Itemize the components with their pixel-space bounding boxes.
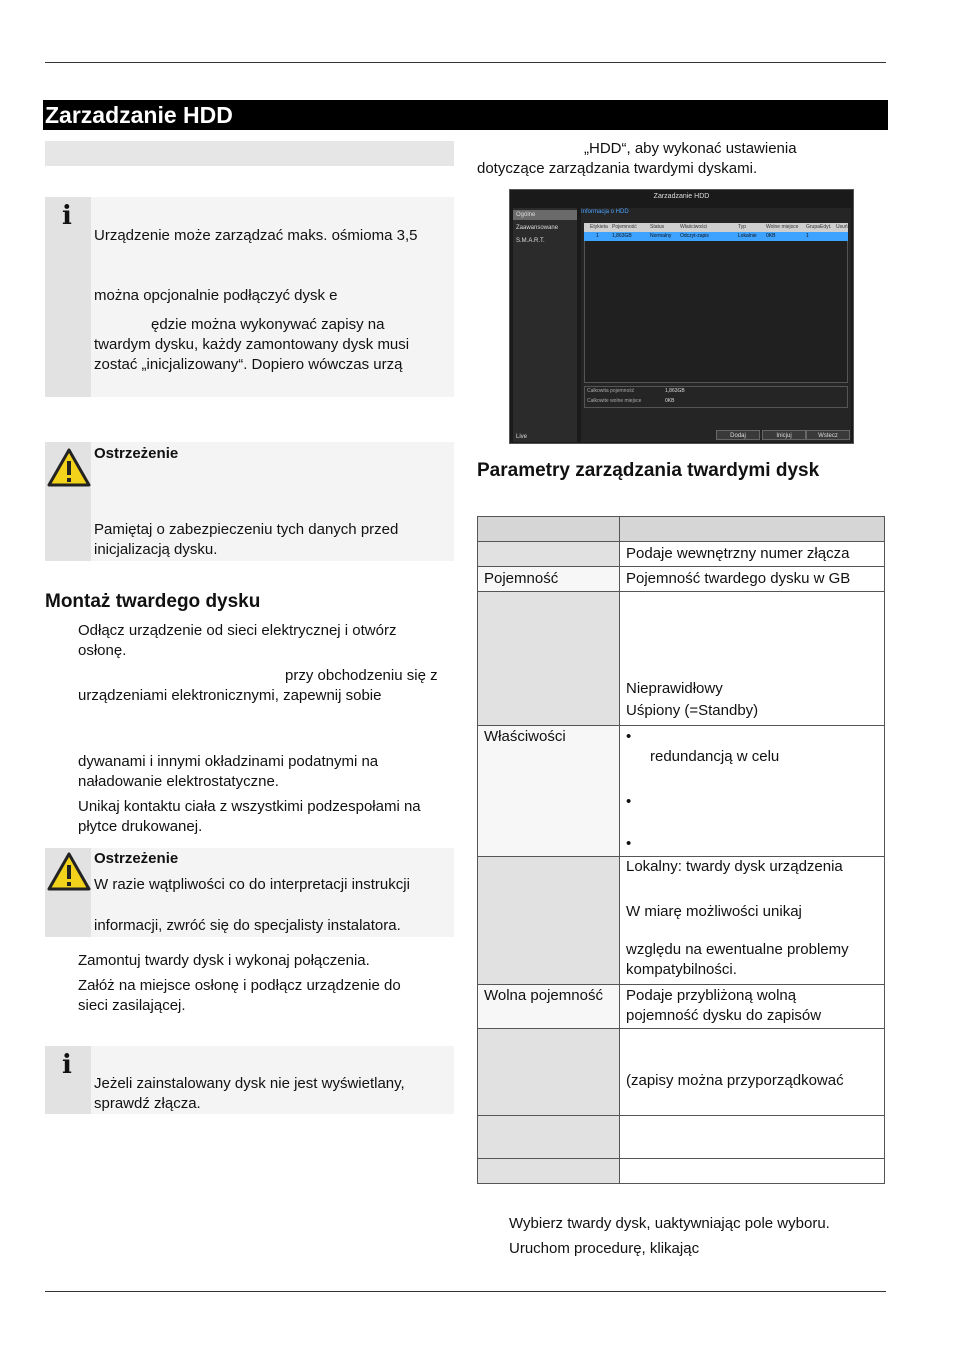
total-capacity-value: 1,863GB (665, 388, 685, 394)
row-label: 1 (596, 233, 599, 239)
info-line: twardym dysku, każdy zamontowany dysk musi (94, 336, 410, 353)
add-button[interactable]: Dodaj (716, 430, 760, 440)
row-capacity: 1,863GB (612, 233, 632, 239)
col-delete: Usuń (836, 224, 848, 230)
table-row (478, 1116, 885, 1159)
info-icon: i (62, 201, 72, 231)
table-row: Nieprawidłowy Uśpiony (=Standby) (478, 592, 885, 726)
mount-heading: Montaż twardego dysku (45, 591, 261, 612)
mount-line: urządzeniami elektronicznymi, zapewnij sobie (78, 687, 382, 704)
back-button[interactable]: Wstecz (806, 430, 850, 440)
total-capacity-label: Całkowita pojemność (587, 388, 635, 394)
live-label[interactable]: Live (516, 434, 528, 440)
col-edit: Edyt. (820, 224, 832, 230)
warning-box (45, 848, 454, 937)
warning-line: W razie wątpliwości co do interpretacji instrukcji (94, 876, 410, 893)
tab-hdd-info[interactable]: Informacja o HDD (581, 209, 629, 215)
menu-item-smart[interactable]: S.M.A.R.T. (516, 238, 545, 244)
init-button[interactable]: Inicjuj (762, 430, 806, 440)
params-table (477, 516, 885, 1184)
totals-box (584, 386, 848, 408)
info-line: zostać „inicjalizowany“. Dopiero wówczas urzą (94, 356, 403, 373)
intro-line: dotyczące zarządzania twardymi dyskami. (477, 160, 758, 177)
row-free: 0KB (766, 233, 776, 239)
col-capacity: Pojemność (612, 224, 637, 230)
warning-line: Pamiętaj o zabezpieczeniu tych danych przed (94, 521, 399, 538)
menu-item-general[interactable]: Ogólne (513, 210, 577, 220)
mount-step: Załóż na miejsce osłonę i podłącz urządzenie do (78, 977, 401, 994)
warning-title: Ostrzeżenie (94, 850, 179, 867)
warning-line: inicjalizacją dysku. (94, 541, 218, 558)
table-row: Wolna pojemność Podaje przybliżoną wolną pojemność dysku do zapisów (478, 985, 885, 1029)
table-row: Lokalny: twardy dysk urządzenia W miarę możliwości unikaj względu na ewentualne problemy kompatybilności. (478, 857, 885, 985)
table-row: Podaje wewnętrzny numer złącza (478, 542, 885, 567)
col-free: Wolne miejsce (766, 224, 799, 230)
bullet: • (626, 835, 632, 852)
hdd-grid (584, 223, 848, 383)
mount-line: przy obchodzeniu się z (285, 667, 438, 684)
table-row: Pojemność Pojemność twardego dysku w GB (478, 567, 885, 592)
info-line: Urządzenie może zarządzać maks. ośmioma 3,5 (94, 227, 418, 244)
bullet: • (626, 793, 632, 810)
col-type: Typ (738, 224, 747, 230)
info-line: ędzie można wykonywać zapisy na (151, 316, 385, 333)
row-properties: Odczyt-zapis (680, 233, 709, 239)
bullet: • (626, 728, 632, 745)
info-box (45, 1046, 454, 1114)
col-label: Etykieta (590, 224, 608, 230)
mount-line: dywanami i innymi okładzinami podatnymi na (78, 753, 379, 770)
hdd-screenshot (509, 189, 854, 444)
row-status: Normalny (650, 233, 672, 239)
init-step: Wybierz twardy dysk, uaktywniając pole wyboru. (509, 1215, 830, 1232)
info-box (45, 197, 454, 397)
info-line: sprawdź złącza. (94, 1095, 201, 1112)
info-icon: i (62, 1050, 72, 1080)
col-status: Status (650, 224, 665, 230)
section-strip (45, 141, 454, 166)
info-line: Jeżeli zainstalowany dysk nie jest wyświetlany, (94, 1075, 405, 1092)
table-row: (zapisy można przyporządkować (478, 1029, 885, 1116)
warning-box (45, 442, 454, 561)
mount-line: osłonę. (78, 642, 127, 659)
screenshot-title: Zarzadzanie HDD (653, 193, 710, 200)
mount-line: Odłącz urządzenie od sieci elektrycznej i otwórz (78, 622, 397, 639)
table-row (478, 1159, 885, 1184)
col-properties: Właściwości (680, 224, 708, 230)
init-step: Uruchom procedurę, klikając (509, 1240, 700, 1257)
total-free-label: Całkowite wolne miejsce (587, 398, 642, 404)
hdd-row[interactable] (584, 232, 848, 241)
mount-line: płytce drukowanej. (78, 818, 203, 835)
menu-item-advanced[interactable]: Zaawansowane (516, 225, 559, 231)
bottom-rule (45, 1291, 886, 1292)
intro-line: „HDD“, aby wykonać ustawienia (584, 140, 797, 157)
warning-line: informacji, zwróć się do specjalisty instalatora. (94, 917, 401, 934)
mount-line: Unikaj kontaktu ciała z wszystkimi podzespołami na (78, 798, 421, 815)
table-row: Właściwości • redundancją w celu • • (478, 726, 885, 857)
warning-icon (47, 448, 91, 488)
mount-line: naładowanie elektrostatyczne. (78, 773, 279, 790)
info-line: można opcjonalnie podłączyć dysk e (94, 287, 338, 304)
params-heading: Parametry zarządzania twardymi dysk (477, 460, 820, 481)
mount-step: sieci zasilającej. (78, 997, 186, 1014)
table-header (478, 517, 885, 542)
warning-title: Ostrzeżenie (94, 445, 179, 462)
mount-step: Zamontuj twardy dysk i wykonaj połączenia. (78, 952, 370, 969)
hdd-grid-header (584, 223, 848, 232)
page-title: Zarzadzanie HDD (43, 100, 888, 130)
top-rule (45, 62, 886, 63)
warning-icon (47, 852, 91, 892)
row-group: 1 (806, 233, 809, 239)
row-type: Lokalnie (738, 233, 757, 239)
total-free-value: 0KB (665, 398, 675, 404)
col-group: Grupa (806, 224, 820, 230)
